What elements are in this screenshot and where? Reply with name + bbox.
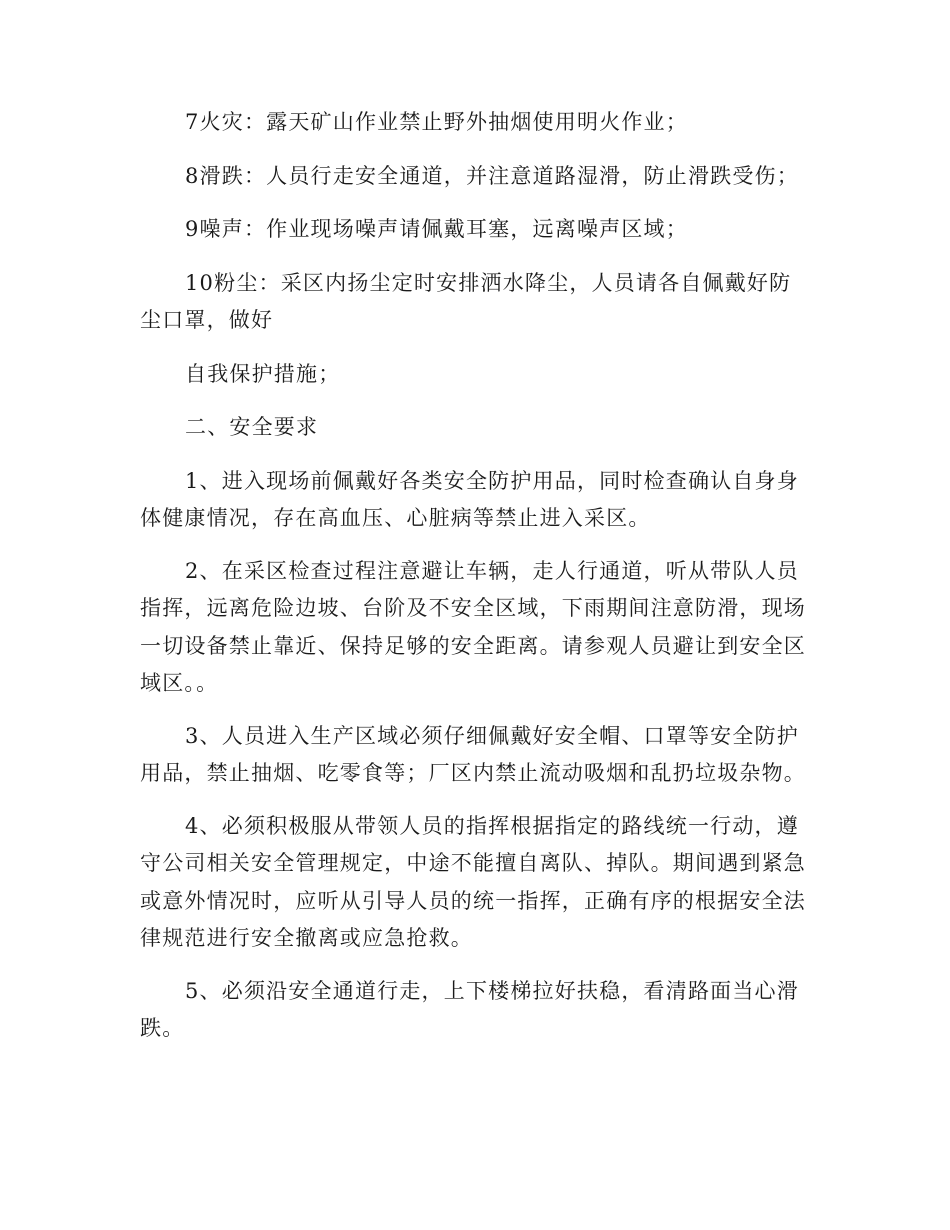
paragraph-fire: 7火灾：露天矿山作业禁止野外抽烟使用明火作业；	[185, 110, 688, 134]
requirement-2: 2、在采区检查过程注意避让车辆，走人行通道，听从带队人员指挥，远离危险边坡、台阶及不安全区域，下雨期间注意防滑，现场一切设备禁止靠近、保持足够的安全距离。请参观人员避让到安全区域区。。	[140, 558, 806, 695]
document-body	[140, 104, 812, 1048]
requirement-5: 5、必须沿安全通道行走，上下楼梯拉好扶稳，看清路面当心滑跌。	[140, 978, 799, 1040]
paragraph-slip: 8滑跌：人员行走安全通道，并注意道路湿滑，防止滑跌受伤；	[185, 163, 799, 188]
paragraph-noise: 9噪声：作业现场噪声请佩戴耳塞，远离噪声区域；	[185, 217, 688, 241]
section-heading-safety-requirements: 二、安全要求	[185, 415, 319, 439]
requirement-4: 4、必须积极服从带领人员的指挥根据指定的路线统一行动，遵守公司相关安全管理规定，中途不能擅自离队、掉队。期间遇到紧急或意外情况时，应听从引导人员的统一指挥，正确有序的根据安全法律规范进行安全撤离或应急抢救。	[140, 813, 806, 950]
paragraph-dust: 10粉尘：采区内扬尘定时安排洒水降尘，人员请各自佩戴好防尘口罩，做好	[140, 270, 792, 332]
requirement-3: 3、人员进入生产区域必须仔细佩戴好安全帽、口罩等安全防护用品，禁止抽烟、吃零食等；厂区内禁止流动吸烟和乱扔垃圾杂物。	[140, 723, 806, 785]
requirement-1: 1、进入现场前佩戴好各类安全防护用品，同时检查确认自身身体健康情况，存在高血压、心脏病等禁止进入采区。	[140, 468, 799, 530]
paragraph-self-protection: 自我保护措施；	[185, 361, 341, 386]
